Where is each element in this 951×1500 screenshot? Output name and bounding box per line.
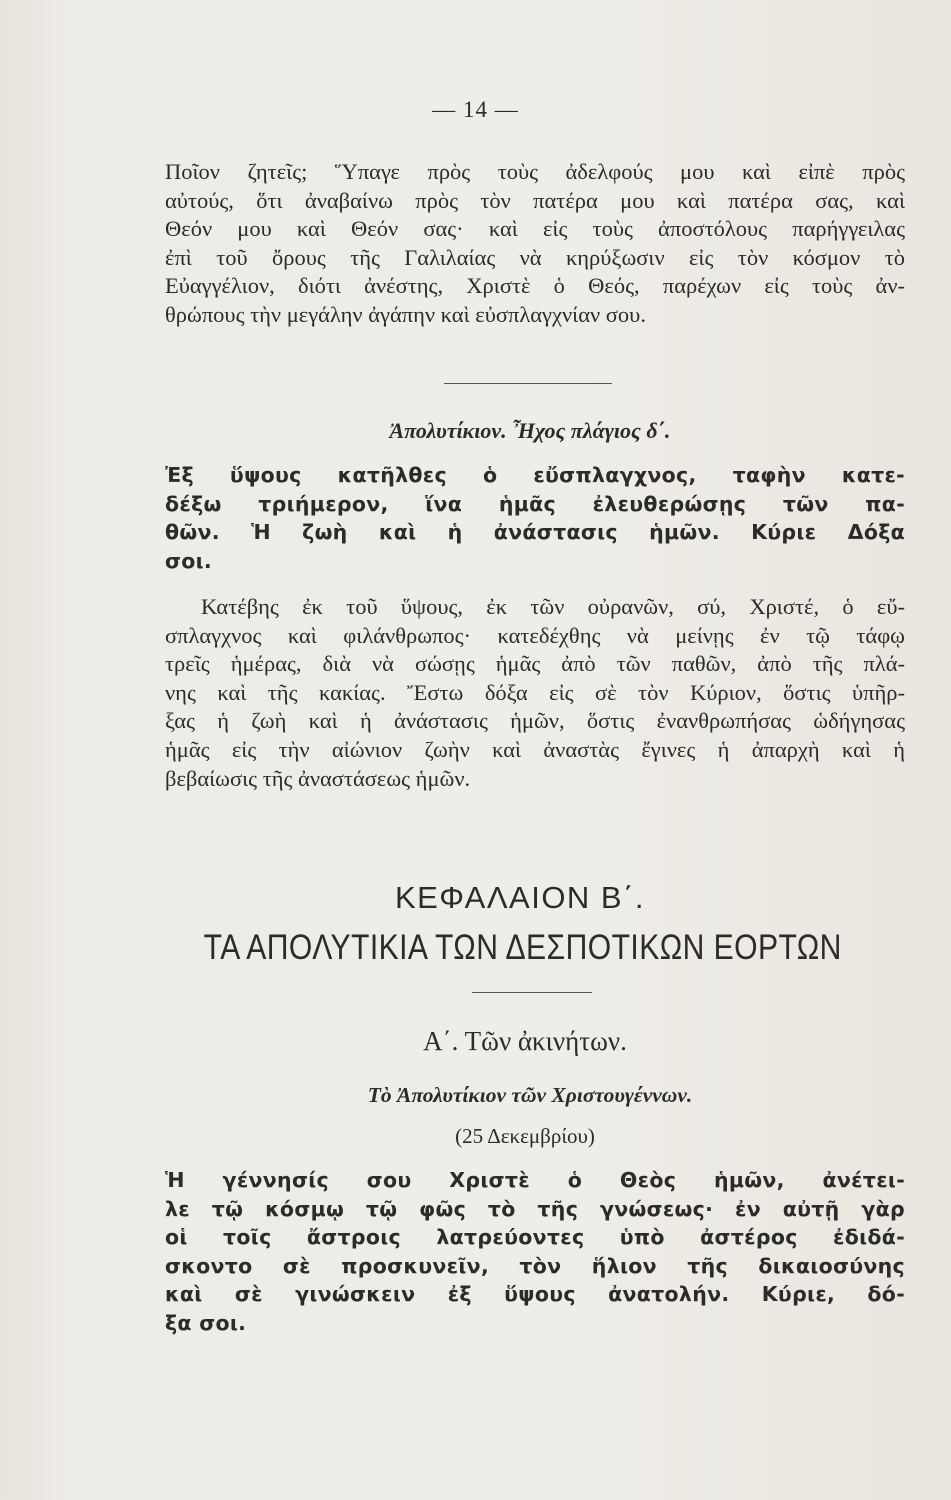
intro-line: Εὐαγγέλιον, διότι ἀνέστης, Χριστὲ ὁ Θεός, παρέχων εἰς τοὺς ἀν- xyxy=(165,273,905,299)
hymn-line: ξα σοι. xyxy=(165,1310,247,1335)
hymn-christmas xyxy=(165,1166,905,1338)
paraphrase-line: ξας ἡ ζωὴ καὶ ἡ ἀνάστασις ἡμῶν, ὅστις ἐνανθρωπήσας ὡδήγησας xyxy=(165,708,905,734)
paraphrase-line: βεβαίωσις τῆς ἀναστάσεως ἡμῶν. xyxy=(165,765,471,791)
hymn-line: οἱ τοῖς ἄστροις λατρεύοντες ὑπὸ ἀστέρος ἐδιδά- xyxy=(165,1225,905,1250)
hymn-line: Ἐξ ὕψους κατῆλθες ὁ εὔσπλαγχνος, ταφὴν κατε- xyxy=(165,463,905,487)
paraphrase-line: σπλαγχνος καὶ φιλάνθρωπος· κατεδέχθης νὰ μείνῃς ἐν τῷ τάφῳ xyxy=(165,622,905,648)
paraphrase-line: νης καὶ τῆς κακίας. Ἔστω δόξα εἰς σὲ τὸν Κύριον, ὅστις ὑπῆρ- xyxy=(165,679,905,705)
intro-line: αὐτούς, ὅτι ἀναβαίνω πρὸς τὸν πατέρα μου καὶ πατέρα σας, καὶ xyxy=(165,187,905,213)
paraphrase-line: ἡμᾶς εἰς τὴν αἰώνιον ζωὴν καὶ ἀναστὰς ἔγινες ἡ ἀπαρχὴ καὶ ἡ xyxy=(165,736,905,762)
christmas-heading: Τὸ Ἀπολυτίκιον τῶν Χριστουγέννων. xyxy=(367,1083,693,1107)
hymn-line: δέξω τριήμερον, ἵνα ἡμᾶς ἐλευθερώσῃς τῶν πα- xyxy=(165,491,905,516)
hymn-line: καὶ σὲ γινώσκειν ἐξ ὕψους ἀνατολήν. Κύριε, δό- xyxy=(165,1282,905,1307)
christmas-date: (25 Δεκεμβρίου) xyxy=(455,1124,595,1148)
chapter-title: ΤΑ ΑΠΟΛΥΤΙΚΙΑ ΤΩΝ ΔΕΣΠΟΤΙΚΩΝ ΕΟΡΤΩΝ xyxy=(203,928,842,967)
intro-line: Ποῖον ζητεῖς; Ὕπαγε πρὸς τοὺς ἀδελφούς μου καὶ εἰπὲ πρὸς xyxy=(165,159,905,184)
section-divider xyxy=(444,383,612,384)
intro-line: θρώπους τὴν μεγάλην ἀγάπην καὶ εὐσπλαγχνίαν σου. xyxy=(165,301,646,327)
apolytikion-heading: Ἀπολυτίκιον. Ἦχος πλάγιος δ΄. xyxy=(389,418,671,443)
section-title: Α΄. Τῶν ἀκινήτων. xyxy=(423,1026,627,1056)
intro-line: ἐπὶ τοῦ ὄρους τῆς Γαλιλαίας νὰ κηρύξωσιν εἰς τὸν κόσμον τὸ xyxy=(165,244,905,270)
hymn-line: σκοντο σὲ προσκυνεῖν, τὸν ἥλιον τῆς δικαιοσύνης xyxy=(165,1253,905,1278)
hymn-apolytikion xyxy=(165,461,905,575)
page-number: — 14 — xyxy=(432,97,519,122)
intro-line: Θεόν μου καὶ Θεόν σας· καὶ εἰς τοὺς ἀποστόλους παρήγγειλας xyxy=(165,216,905,242)
hymn-line: λε τῷ κόσμῳ τῷ φῶς τὸ τῆς γνώσεως· ἐν αὐτῇ γὰρ xyxy=(165,1196,905,1221)
paraphrase-paragraph xyxy=(165,593,905,793)
hymn-line: θῶν. Ἡ ζωὴ καὶ ἡ ἀνάστασις ἡμῶν. Κύριε Δόξα xyxy=(165,520,905,545)
paraphrase-line: Κατέβης ἐκ τοῦ ὕψους, ἐκ τῶν οὐρανῶν, σύ, Χριστέ, ὁ εὔ- xyxy=(201,594,905,619)
chapter-label: ΚΕΦΑΛΑΙΟΝ Β΄. xyxy=(394,880,646,915)
chapter-divider xyxy=(472,992,592,993)
paraphrase-line: τρεῖς ἡμέρας, διὰ νὰ σώσῃς ἡμᾶς ἀπὸ τῶν παθῶν, ἀπὸ τῆς πλά- xyxy=(165,651,905,677)
intro-paragraph xyxy=(165,158,905,330)
hymn-line: Ἡ γέννησίς σου Χριστὲ ὁ Θεὸς ἡμῶν, ἀνέτει- xyxy=(165,1168,905,1192)
hymn-line: σοι. xyxy=(165,548,213,573)
